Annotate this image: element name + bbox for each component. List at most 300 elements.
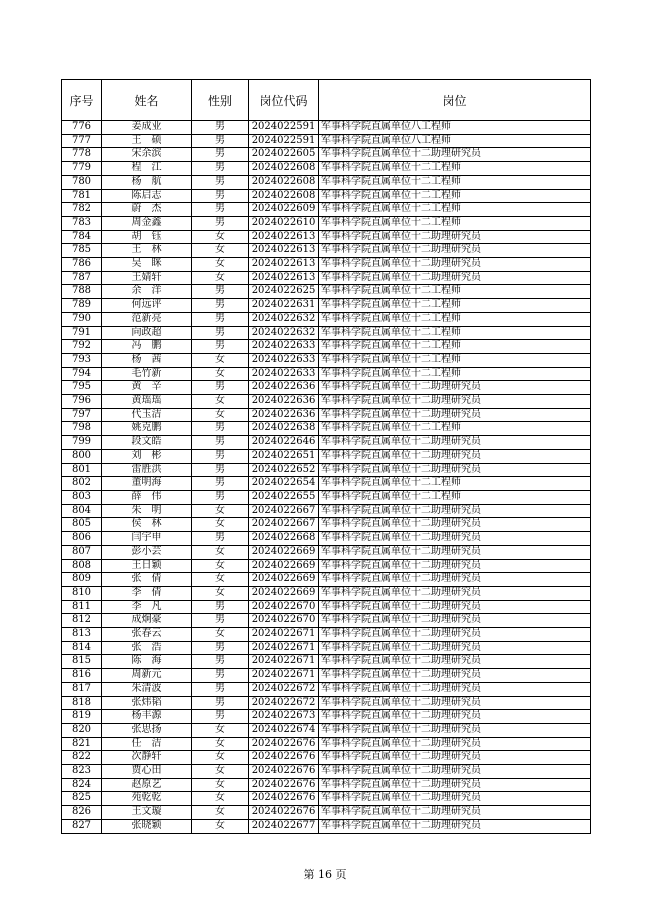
cell-name: 张晓颖 — [102, 819, 192, 833]
cell-name: 冯 鹏 — [102, 340, 192, 354]
cell-position: 军事科学院直属单位十二助理研究员 — [319, 449, 591, 463]
cell-seq: 810 — [62, 586, 102, 600]
table-row — [62, 532, 591, 546]
cell-seq: 809 — [62, 573, 102, 587]
cell-name: 成炯豪 — [102, 614, 192, 628]
header-position: 岗位 — [319, 80, 591, 121]
table-row — [62, 121, 591, 135]
table-row — [62, 326, 591, 340]
cell-gender: 男 — [192, 669, 249, 683]
cell-position: 军事科学院直属单位十二助理研究员 — [319, 436, 591, 450]
cell-position: 军事科学院直属单位十二助理研究员 — [319, 751, 591, 765]
cell-gender: 男 — [192, 477, 249, 491]
cell-seq: 822 — [62, 751, 102, 765]
table-row — [62, 436, 591, 450]
table-row — [62, 203, 591, 217]
cell-seq: 794 — [62, 367, 102, 381]
cell-position: 军事科学院直属单位十二助理研究员 — [319, 532, 591, 546]
cell-name: 彭小芸 — [102, 545, 192, 559]
cell-gender: 女 — [192, 586, 249, 600]
cell-position: 军事科学院直属单位十二助理研究员 — [319, 641, 591, 655]
cell-code: 2024022655 — [249, 490, 319, 504]
cell-gender: 女 — [192, 819, 249, 833]
cell-name: 董明海 — [102, 477, 192, 491]
table-row — [62, 710, 591, 724]
cell-gender: 男 — [192, 436, 249, 450]
header-row — [62, 80, 591, 121]
cell-position: 军事科学院直属单位十二工程师 — [319, 175, 591, 189]
cell-seq: 796 — [62, 395, 102, 409]
table-row — [62, 518, 591, 532]
cell-position: 军事科学院直属单位十二工程师 — [319, 162, 591, 176]
cell-name: 陈启志 — [102, 189, 192, 203]
cell-name: 陈 海 — [102, 655, 192, 669]
cell-position: 军事科学院直属单位十二工程师 — [319, 203, 591, 217]
cell-code: 2024022633 — [249, 367, 319, 381]
table-row — [62, 449, 591, 463]
cell-code: 2024022676 — [249, 765, 319, 779]
cell-gender: 男 — [192, 148, 249, 162]
cell-position: 军事科学院直属单位十二工程师 — [319, 353, 591, 367]
table-row — [62, 408, 591, 422]
table-row — [62, 381, 591, 395]
cell-code: 2024022636 — [249, 408, 319, 422]
cell-code: 2024022613 — [249, 271, 319, 285]
cell-position: 军事科学院直属单位十二工程师 — [319, 189, 591, 203]
table-row — [62, 723, 591, 737]
cell-name: 姜成业 — [102, 121, 192, 135]
cell-gender: 男 — [192, 134, 249, 148]
table-row — [62, 271, 591, 285]
cell-name: 侯 林 — [102, 518, 192, 532]
cell-gender: 女 — [192, 545, 249, 559]
table-row — [62, 148, 591, 162]
cell-code: 2024022638 — [249, 422, 319, 436]
cell-position: 军事科学院直属单位十二助理研究员 — [319, 258, 591, 272]
cell-seq: 798 — [62, 422, 102, 436]
table-row — [62, 299, 591, 313]
cell-gender: 男 — [192, 696, 249, 710]
cell-position: 军事科学院直属单位十二助理研究员 — [319, 723, 591, 737]
table-row — [62, 422, 591, 436]
cell-seq: 777 — [62, 134, 102, 148]
cell-seq: 778 — [62, 148, 102, 162]
cell-position: 军事科学院直属单位十二工程师 — [319, 340, 591, 354]
cell-position: 军事科学院直属单位八工程师 — [319, 134, 591, 148]
table-row — [62, 765, 591, 779]
cell-gender: 男 — [192, 189, 249, 203]
cell-seq: 821 — [62, 737, 102, 751]
cell-name: 王 林 — [102, 244, 192, 258]
cell-code: 2024022591 — [249, 121, 319, 135]
cell-seq: 783 — [62, 216, 102, 230]
cell-position: 军事科学院直属单位十二助理研究员 — [319, 573, 591, 587]
cell-name: 朱 明 — [102, 504, 192, 518]
cell-gender: 女 — [192, 723, 249, 737]
cell-gender: 女 — [192, 353, 249, 367]
cell-name: 周金鑫 — [102, 216, 192, 230]
cell-name: 雷胜洪 — [102, 463, 192, 477]
cell-position: 军事科学院直属单位十二工程师 — [319, 367, 591, 381]
cell-code: 2024022670 — [249, 600, 319, 614]
cell-seq: 825 — [62, 792, 102, 806]
cell-code: 2024022609 — [249, 203, 319, 217]
cell-seq: 785 — [62, 244, 102, 258]
cell-gender: 男 — [192, 449, 249, 463]
table-row — [62, 162, 591, 176]
cell-name: 李 凡 — [102, 600, 192, 614]
cell-code: 2024022668 — [249, 532, 319, 546]
table-row — [62, 230, 591, 244]
table-row — [62, 175, 591, 189]
cell-position: 军事科学院直属单位十二工程师 — [319, 490, 591, 504]
table-row — [62, 819, 591, 833]
table-row — [62, 792, 591, 806]
cell-seq: 819 — [62, 710, 102, 724]
cell-gender: 男 — [192, 614, 249, 628]
cell-seq: 800 — [62, 449, 102, 463]
cell-code: 2024022646 — [249, 436, 319, 450]
cell-gender: 男 — [192, 532, 249, 546]
table-row — [62, 477, 591, 491]
cell-name: 张炜韬 — [102, 696, 192, 710]
cell-code: 2024022667 — [249, 504, 319, 518]
cell-code: 2024022671 — [249, 641, 319, 655]
table-row — [62, 463, 591, 477]
table-row — [62, 490, 591, 504]
cell-seq: 820 — [62, 723, 102, 737]
cell-gender: 女 — [192, 395, 249, 409]
header-name: 姓名 — [102, 80, 192, 121]
cell-seq: 811 — [62, 600, 102, 614]
cell-seq: 784 — [62, 230, 102, 244]
cell-seq: 827 — [62, 819, 102, 833]
table-row — [62, 641, 591, 655]
cell-code: 2024022669 — [249, 573, 319, 587]
cell-position: 军事科学院直属单位八工程师 — [319, 121, 591, 135]
cell-name: 张 倩 — [102, 573, 192, 587]
cell-seq: 799 — [62, 436, 102, 450]
cell-name: 贾心田 — [102, 765, 192, 779]
cell-code: 2024022669 — [249, 559, 319, 573]
cell-code: 2024022676 — [249, 806, 319, 820]
cell-position: 军事科学院直属单位十二助理研究员 — [319, 504, 591, 518]
cell-gender: 男 — [192, 641, 249, 655]
cell-name: 吴 眯 — [102, 258, 192, 272]
cell-code: 2024022610 — [249, 216, 319, 230]
cell-name: 向政超 — [102, 326, 192, 340]
cell-position: 军事科学院直属单位十二工程师 — [319, 422, 591, 436]
cell-gender: 男 — [192, 490, 249, 504]
cell-name: 代玉洁 — [102, 408, 192, 422]
cell-position: 军事科学院直属单位十二工程师 — [319, 216, 591, 230]
cell-name: 黄 辛 — [102, 381, 192, 395]
table-row — [62, 806, 591, 820]
cell-name: 张 浩 — [102, 641, 192, 655]
cell-name: 姚克鹏 — [102, 422, 192, 436]
cell-position: 军事科学院直属单位十二助理研究员 — [319, 408, 591, 422]
header-gender: 性别 — [192, 80, 249, 121]
cell-seq: 804 — [62, 504, 102, 518]
cell-position: 军事科学院直属单位十二助理研究员 — [319, 710, 591, 724]
cell-gender: 女 — [192, 628, 249, 642]
cell-name: 王 硕 — [102, 134, 192, 148]
cell-code: 2024022651 — [249, 449, 319, 463]
roster-table — [61, 79, 591, 834]
cell-code: 2024022631 — [249, 299, 319, 313]
cell-name: 张春云 — [102, 628, 192, 642]
cell-gender: 女 — [192, 258, 249, 272]
cell-position: 军事科学院直属单位十二助理研究员 — [319, 230, 591, 244]
cell-position: 军事科学院直属单位十二助理研究员 — [319, 600, 591, 614]
cell-seq: 780 — [62, 175, 102, 189]
cell-code: 2024022672 — [249, 696, 319, 710]
cell-code: 2024022632 — [249, 326, 319, 340]
cell-position: 军事科学院直属单位十二助理研究员 — [319, 765, 591, 779]
cell-gender: 女 — [192, 408, 249, 422]
cell-gender: 女 — [192, 271, 249, 285]
cell-gender: 女 — [192, 230, 249, 244]
cell-gender: 男 — [192, 162, 249, 176]
cell-name: 胡 钰 — [102, 230, 192, 244]
cell-seq: 782 — [62, 203, 102, 217]
cell-position: 军事科学院直属单位十二助理研究员 — [319, 682, 591, 696]
cell-seq: 793 — [62, 353, 102, 367]
cell-gender: 男 — [192, 422, 249, 436]
table-row — [62, 189, 591, 203]
cell-gender: 女 — [192, 737, 249, 751]
cell-gender: 男 — [192, 121, 249, 135]
table-row — [62, 669, 591, 683]
cell-name: 杨 航 — [102, 175, 192, 189]
cell-seq: 781 — [62, 189, 102, 203]
cell-gender: 男 — [192, 340, 249, 354]
cell-code: 2024022654 — [249, 477, 319, 491]
cell-code: 2024022613 — [249, 244, 319, 258]
cell-position: 军事科学院直属单位十二助理研究员 — [319, 586, 591, 600]
table-row — [62, 134, 591, 148]
page-number: 第 16 页 — [303, 868, 347, 881]
cell-seq: 797 — [62, 408, 102, 422]
cell-code: 2024022672 — [249, 682, 319, 696]
cell-code: 2024022613 — [249, 230, 319, 244]
cell-code: 2024022608 — [249, 162, 319, 176]
cell-position: 军事科学院直属单位十二助理研究员 — [319, 819, 591, 833]
cell-seq: 801 — [62, 463, 102, 477]
cell-name: 程 江 — [102, 162, 192, 176]
cell-name: 朱清波 — [102, 682, 192, 696]
cell-gender: 女 — [192, 792, 249, 806]
cell-gender: 男 — [192, 326, 249, 340]
table-row — [62, 312, 591, 326]
cell-code: 2024022605 — [249, 148, 319, 162]
cell-seq: 823 — [62, 765, 102, 779]
table-row — [62, 258, 591, 272]
cell-code: 2024022636 — [249, 381, 319, 395]
cell-seq: 787 — [62, 271, 102, 285]
cell-position: 军事科学院直属单位十二助理研究员 — [319, 806, 591, 820]
cell-gender: 女 — [192, 518, 249, 532]
cell-seq: 792 — [62, 340, 102, 354]
cell-gender: 男 — [192, 710, 249, 724]
cell-seq: 790 — [62, 312, 102, 326]
cell-code: 2024022676 — [249, 792, 319, 806]
cell-seq: 818 — [62, 696, 102, 710]
cell-name: 毛竹新 — [102, 367, 192, 381]
cell-gender: 女 — [192, 751, 249, 765]
cell-code: 2024022613 — [249, 258, 319, 272]
table-row — [62, 737, 591, 751]
cell-gender: 男 — [192, 203, 249, 217]
cell-seq: 812 — [62, 614, 102, 628]
table-row — [62, 655, 591, 669]
cell-position: 军事科学院直属单位十二助理研究员 — [319, 696, 591, 710]
cell-seq: 788 — [62, 285, 102, 299]
cell-position: 军事科学院直属单位十二助理研究员 — [319, 395, 591, 409]
cell-seq: 791 — [62, 326, 102, 340]
cell-seq: 816 — [62, 669, 102, 683]
cell-code: 2024022677 — [249, 819, 319, 833]
cell-name: 宋余滨 — [102, 148, 192, 162]
cell-position: 军事科学院直属单位十二助理研究员 — [319, 271, 591, 285]
cell-code: 2024022676 — [249, 778, 319, 792]
table-row — [62, 614, 591, 628]
cell-position: 军事科学院直属单位十二助理研究员 — [319, 244, 591, 258]
cell-code: 2024022671 — [249, 669, 319, 683]
cell-seq: 795 — [62, 381, 102, 395]
cell-position: 军事科学院直属单位十二工程师 — [319, 299, 591, 313]
cell-name: 赵原艺 — [102, 778, 192, 792]
cell-code: 2024022633 — [249, 340, 319, 354]
table-row — [62, 504, 591, 518]
cell-position: 军事科学院直属单位十二工程师 — [319, 326, 591, 340]
cell-gender: 女 — [192, 559, 249, 573]
cell-name: 黄瑶瑶 — [102, 395, 192, 409]
cell-gender: 男 — [192, 682, 249, 696]
cell-name: 苑乾乾 — [102, 792, 192, 806]
cell-code: 2024022632 — [249, 312, 319, 326]
table-row — [62, 395, 591, 409]
cell-name: 余 洋 — [102, 285, 192, 299]
cell-seq: 805 — [62, 518, 102, 532]
cell-position: 军事科学院直属单位十二助理研究员 — [319, 545, 591, 559]
cell-code: 2024022673 — [249, 710, 319, 724]
cell-name: 王文璇 — [102, 806, 192, 820]
cell-position: 军事科学院直属单位十二助理研究员 — [319, 737, 591, 751]
table-row — [62, 751, 591, 765]
table-row — [62, 628, 591, 642]
cell-code: 2024022676 — [249, 737, 319, 751]
cell-name: 李 倩 — [102, 586, 192, 600]
cell-seq: 779 — [62, 162, 102, 176]
cell-gender: 女 — [192, 573, 249, 587]
cell-code: 2024022670 — [249, 614, 319, 628]
cell-name: 何远评 — [102, 299, 192, 313]
cell-gender: 男 — [192, 463, 249, 477]
cell-seq: 824 — [62, 778, 102, 792]
table-row — [62, 285, 591, 299]
cell-code: 2024022674 — [249, 723, 319, 737]
cell-position: 军事科学院直属单位十二助理研究员 — [319, 628, 591, 642]
table-row — [62, 682, 591, 696]
cell-position: 军事科学院直属单位十二助理研究员 — [319, 463, 591, 477]
cell-position: 军事科学院直属单位十二工程师 — [319, 477, 591, 491]
cell-seq: 789 — [62, 299, 102, 313]
cell-gender: 男 — [192, 285, 249, 299]
cell-position: 军事科学院直属单位十二工程师 — [319, 312, 591, 326]
table-row — [62, 545, 591, 559]
cell-gender: 男 — [192, 381, 249, 395]
cell-code: 2024022591 — [249, 134, 319, 148]
table-body — [62, 121, 591, 834]
cell-seq: 808 — [62, 559, 102, 573]
cell-position: 军事科学院直属单位十二助理研究员 — [319, 614, 591, 628]
cell-gender: 男 — [192, 312, 249, 326]
table-row — [62, 573, 591, 587]
cell-code: 2024022608 — [249, 189, 319, 203]
cell-code: 2024022625 — [249, 285, 319, 299]
cell-gender: 女 — [192, 765, 249, 779]
cell-gender: 女 — [192, 806, 249, 820]
cell-seq: 807 — [62, 545, 102, 559]
cell-seq: 786 — [62, 258, 102, 272]
cell-gender: 男 — [192, 655, 249, 669]
cell-code: 2024022671 — [249, 628, 319, 642]
cell-position: 军事科学院直属单位十二助理研究员 — [319, 655, 591, 669]
cell-name: 周新元 — [102, 669, 192, 683]
cell-code: 2024022608 — [249, 175, 319, 189]
cell-seq: 815 — [62, 655, 102, 669]
cell-code: 2024022671 — [249, 655, 319, 669]
cell-name: 范新亮 — [102, 312, 192, 326]
table-row — [62, 559, 591, 573]
cell-name: 杨丰源 — [102, 710, 192, 724]
header-code: 岗位代码 — [249, 80, 319, 121]
cell-position: 军事科学院直属单位十二助理研究员 — [319, 148, 591, 162]
cell-seq: 802 — [62, 477, 102, 491]
cell-name: 王日颖 — [102, 559, 192, 573]
cell-name: 刘 彬 — [102, 449, 192, 463]
cell-seq: 813 — [62, 628, 102, 642]
cell-name: 次静轩 — [102, 751, 192, 765]
cell-seq: 803 — [62, 490, 102, 504]
table-row — [62, 244, 591, 258]
cell-gender: 男 — [192, 216, 249, 230]
cell-position: 军事科学院直属单位十二助理研究员 — [319, 381, 591, 395]
cell-gender: 男 — [192, 299, 249, 313]
table-row — [62, 367, 591, 381]
cell-name: 任 洁 — [102, 737, 192, 751]
cell-position: 军事科学院直属单位十二助理研究员 — [319, 669, 591, 683]
cell-name: 杨 茜 — [102, 353, 192, 367]
cell-name: 段文皓 — [102, 436, 192, 450]
cell-gender: 女 — [192, 778, 249, 792]
cell-code: 2024022669 — [249, 586, 319, 600]
cell-code: 2024022667 — [249, 518, 319, 532]
cell-gender: 女 — [192, 367, 249, 381]
table-row — [62, 600, 591, 614]
table-row — [62, 696, 591, 710]
cell-gender: 女 — [192, 504, 249, 518]
cell-name: 王婧轩 — [102, 271, 192, 285]
cell-code: 2024022652 — [249, 463, 319, 477]
cell-position: 军事科学院直属单位十二助理研究员 — [319, 559, 591, 573]
table-row — [62, 340, 591, 354]
cell-seq: 814 — [62, 641, 102, 655]
cell-seq: 806 — [62, 532, 102, 546]
cell-gender: 女 — [192, 244, 249, 258]
cell-name: 张思扬 — [102, 723, 192, 737]
